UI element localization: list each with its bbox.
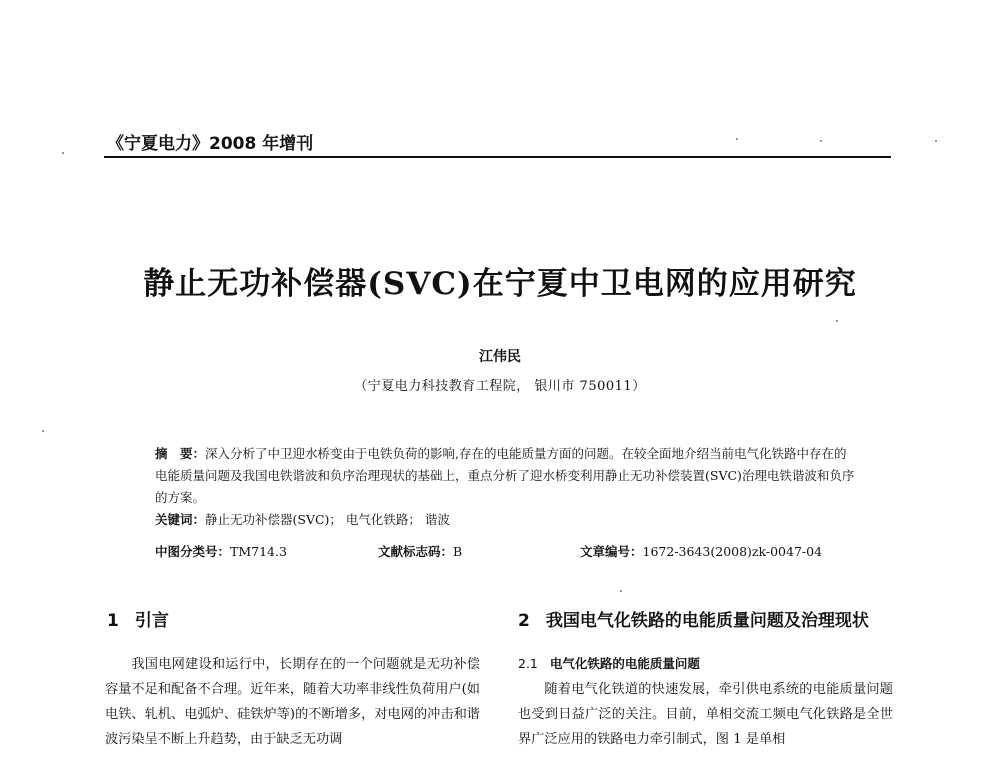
- section-2-heading: [518, 606, 869, 631]
- doc-code-label: 文献标志码：: [378, 544, 454, 559]
- section-1-body: [105, 652, 480, 752]
- article-number-value: 1672-3643(2008)zk-0047-04: [642, 544, 823, 559]
- section-2-body: [518, 677, 893, 752]
- section-2-number: 2: [518, 611, 530, 631]
- section-1-number: 1: [107, 611, 119, 631]
- subsection-2-1-number: 2.1: [518, 656, 538, 671]
- scan-speck: [935, 140, 937, 142]
- section-1-heading: [107, 606, 169, 631]
- scan-speck: [42, 430, 44, 432]
- scan-speck: [820, 140, 822, 142]
- scan-speck: [736, 138, 738, 140]
- doc-code-value: B: [453, 544, 463, 559]
- author-name: 江伟民: [479, 349, 521, 365]
- scan-speck: [836, 320, 838, 322]
- clc-label: 中图分类号：: [155, 544, 231, 559]
- section-2-paragraph: 随着电气化铁道的快速发展，牵引供电系统的电能质量问题也受到日益广泛的关注。目前，单相交流工频电气化铁路是全世界广泛应用的铁路电力牵引制式，图 1 是单相: [518, 682, 893, 747]
- section-2-title: 我国电气化铁路的电能质量问题及治理现状: [545, 611, 869, 631]
- section-1-paragraph: 我国电网建设和运行中，长期存在的一个问题就是无功补偿容量不足和配备不合理。近年来，随着大功率非线性负荷用户(如电铁、轧机、电弧炉、硅铁炉等)的不断增多，对电网的冲击和谐波污染呈不断上升趋势，由于缺乏无功调: [105, 657, 480, 747]
- header-rule: [104, 156, 891, 158]
- subsection-2-1-heading: [518, 654, 700, 672]
- keywords-text: 静止无功补偿器(SVC)； 电气化铁路； 谐波: [205, 512, 450, 527]
- subsection-2-1-title: 电气化铁路的电能质量问题: [549, 656, 700, 671]
- section-1-title: 引言: [134, 611, 169, 631]
- clc-value: TM714.3: [230, 544, 287, 559]
- abstract-label: 摘 要：: [155, 446, 206, 461]
- scan-speck: [62, 152, 64, 154]
- article-number-label: 文章编号：: [580, 544, 643, 559]
- clc-number: [155, 542, 287, 560]
- keywords-label: 关键词：: [155, 512, 206, 527]
- journal-header: 《宁夏电力》2008 年增刊: [107, 134, 314, 154]
- abstract: [155, 443, 855, 531]
- document-code: [378, 542, 462, 560]
- abstract-text: 深入分析了中卫迎水桥变由于电铁负荷的影响,存在的电能质量方面的问题。在较全面地介绍当前电气化铁路中存在的电能质量问题及我国电铁谐波和负序治理现状的基础上，重点分析了迎水桥变利用静止无功补偿装置(SVC)治理电铁谐波和负序的方案。: [155, 446, 855, 505]
- author-affiliation: （宁夏电力科技教育工程院， 银川市 750011）: [354, 379, 646, 394]
- scan-speck: [620, 590, 622, 592]
- paper-title: 静止无功补偿器(SVC)在宁夏中卫电网的应用研究: [143, 266, 857, 302]
- article-number: [580, 542, 822, 560]
